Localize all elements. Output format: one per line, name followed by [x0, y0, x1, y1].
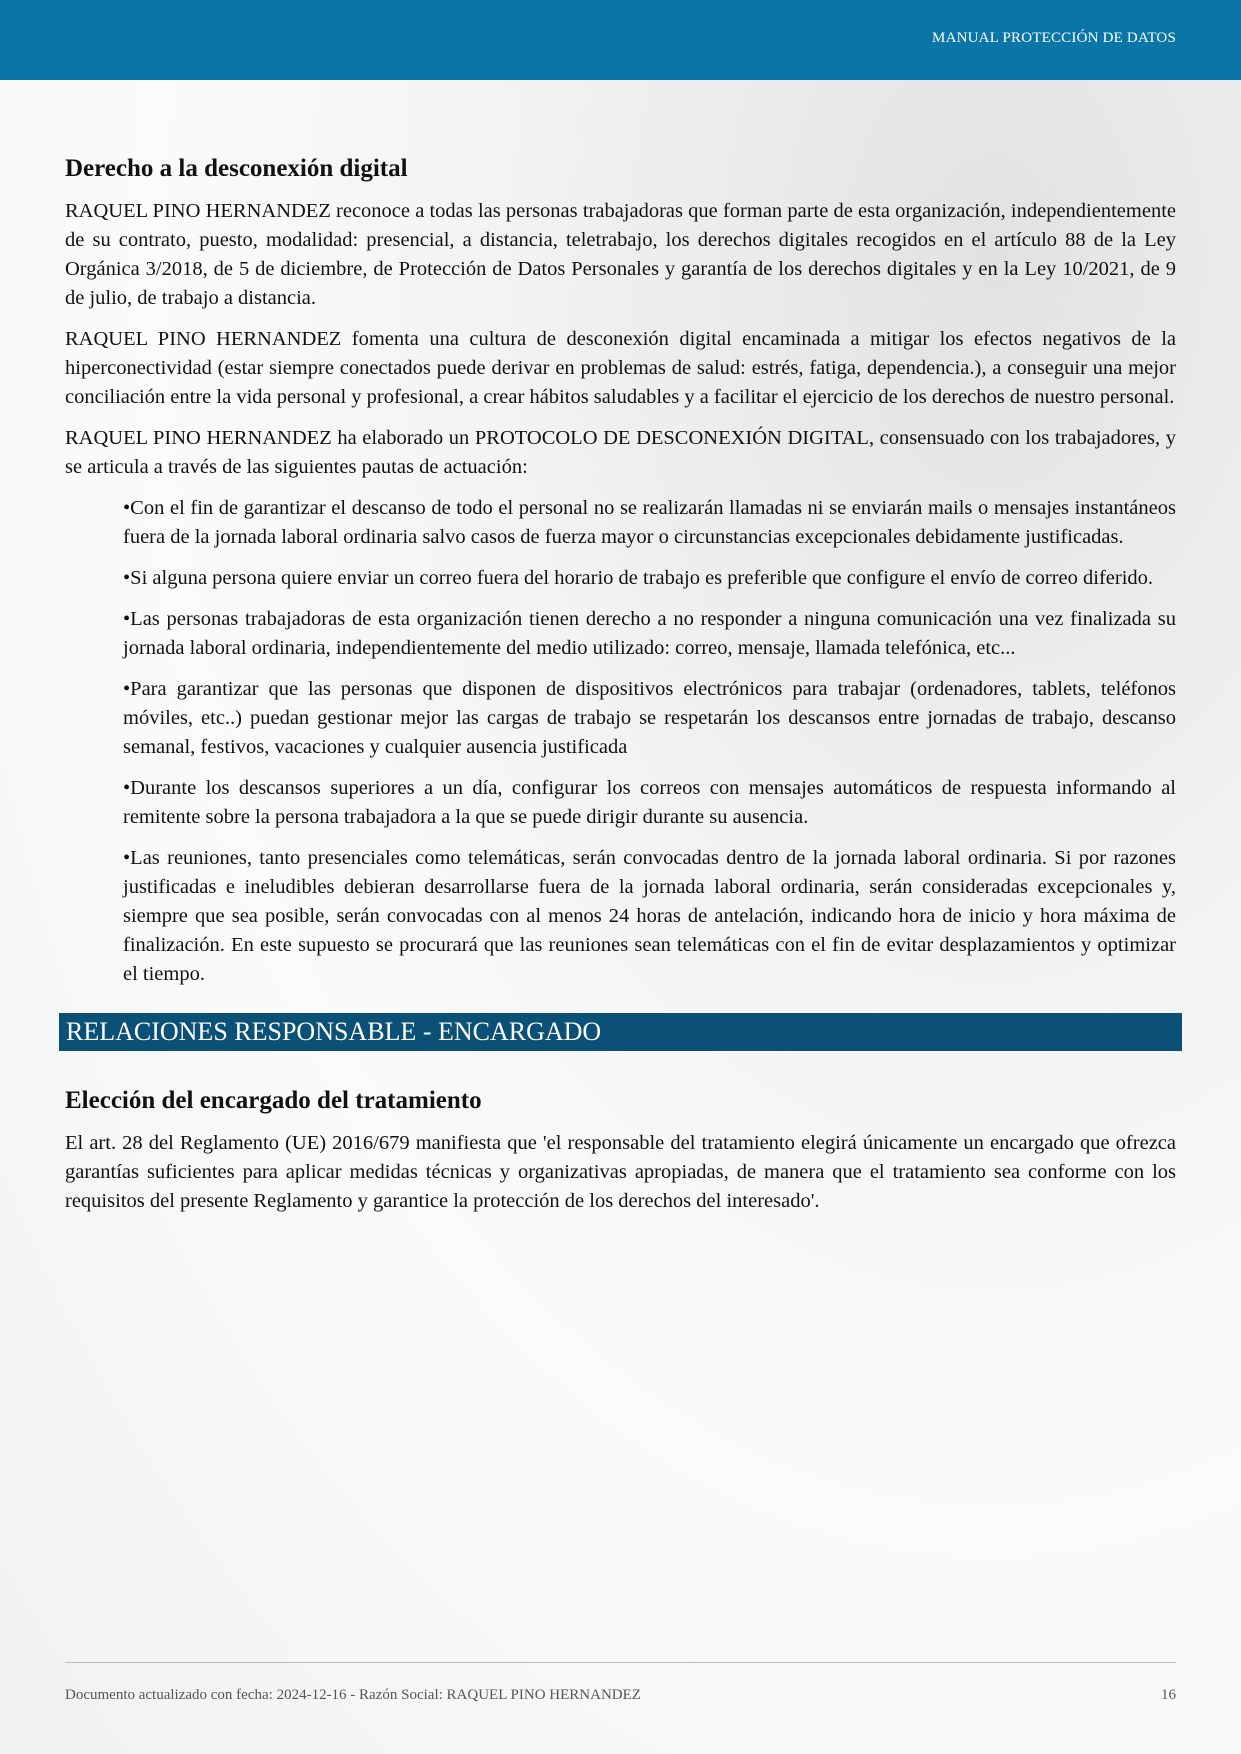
bullet-item: •Con el fin de garantizar el descanso de todo el personal no se realizarán llamadas ni se enviarán mails o mensajes instantáneos fuera de la jornada laboral ordinaria salvo casos de fuerza mayor o circunstancias excepcionales debidamente justificadas. — [123, 497, 1176, 548]
bullet-item: •Si alguna persona quiere enviar un correo fuera del horario de trabajo es preferible que configure el envío de correo diferido. — [123, 567, 1154, 589]
section-heading: Derecho a la desconexión digital — [65, 155, 408, 182]
footer-text: Documento actualizado con fecha: 2024-12-16 - Razón Social: RAQUEL PINO HERNANDEZ — [65, 1687, 641, 1703]
section-heading: Elección del encargado del tratamiento — [65, 1087, 482, 1114]
paragraph: RAQUEL PINO HERNANDEZ ha elaborado un PROTOCOLO DE DESCONEXIÓN DIGITAL, consensuado con los trabajadores, y se articula a través de las siguientes pautas de actuación: — [65, 427, 1176, 478]
bullet-item: •Las reuniones, tanto presenciales como telemáticas, serán convocadas dentro de la jornada laboral ordinaria. Si por razones justificadas e ineludibles debieran desarrollarse fuera de la jornada laboral ordinaria, serán consideradas excepcionales y, siempre que sea posible, serán convocadas con al menos 24 horas de antelación, indicando hora de inicio y hora máxima de finalización. En este supuesto se procurará que las reuniones sean telemáticas con el fin de evitar desplazamientos y optimizar el tiempo. — [123, 847, 1176, 985]
bullet-list — [123, 494, 1176, 989]
header-bar — [0, 0, 1241, 80]
page-number: 16 — [1161, 1687, 1176, 1703]
bullet-item: •Durante los descansos superiores a un día, configurar los correos con mensajes automáticos de respuesta informando al remitente sobre la persona trabajadora a la que se puede dirigir durante su ausencia. — [123, 777, 1176, 828]
paragraph: RAQUEL PINO HERNANDEZ reconoce a todas las personas trabajadoras que forman parte de esta organización, independientemente de su contrato, puesto, modalidad: presencial, a distancia, teletrabajo, los derechos digitales recogidos en el artículo 88 de la Ley Orgánica 3/2018, de 5 de diciembre, de Protección de Datos Personales y garantía de los derechos digitales y en la Ley 10/2021, de 9 de julio, de trabajo a distancia. — [65, 200, 1176, 309]
footer-divider — [65, 1662, 1176, 1663]
footer — [65, 1687, 1176, 1704]
document-title: MANUAL PROTECCIÓN DE DATOS — [932, 30, 1176, 46]
page-content — [65, 155, 1176, 1228]
paragraph: RAQUEL PINO HERNANDEZ fomenta una cultura de desconexión digital encaminada a mitigar los efectos negativos de la hiperconectividad (estar siempre conectados puede derivar en problemas de salud: estrés, fatiga, dependencia.), a conseguir una mejor conciliación entre la vida personal y profesional, a crear hábitos saludables y a facilitar el ejercicio de los derechos de nuestro personal. — [65, 328, 1176, 408]
paragraph: El art. 28 del Reglamento (UE) 2016/679 manifiesta que 'el responsable del tratamiento elegirá únicamente un encargado que ofrezca garantías suficientes para aplicar medidas técnicas y organizativas apropiadas, de manera que el tratamiento sea conforme con los requisitos del presente Reglamento y garantice la protección de los derechos del interesado'. — [65, 1132, 1176, 1212]
section-band: RELACIONES RESPONSABLE - ENCARGADO — [59, 1013, 1182, 1051]
bullet-item: •Las personas trabajadoras de esta organización tienen derecho a no responder a ninguna comunicación una vez finalizada su jornada laboral ordinaria, independientemente del medio utilizado: correo, mensaje, llamada telefónica, etc... — [123, 608, 1176, 659]
bullet-item: •Para garantizar que las personas que disponen de dispositivos electrónicos para trabajar (ordenadores, tablets, teléfonos móviles, etc..) puedan gestionar mejor las cargas de trabajo se respetarán los descansos entre jornadas de trabajo, descanso semanal, festivos, vacaciones y cualquier ausencia justificada — [123, 678, 1176, 758]
